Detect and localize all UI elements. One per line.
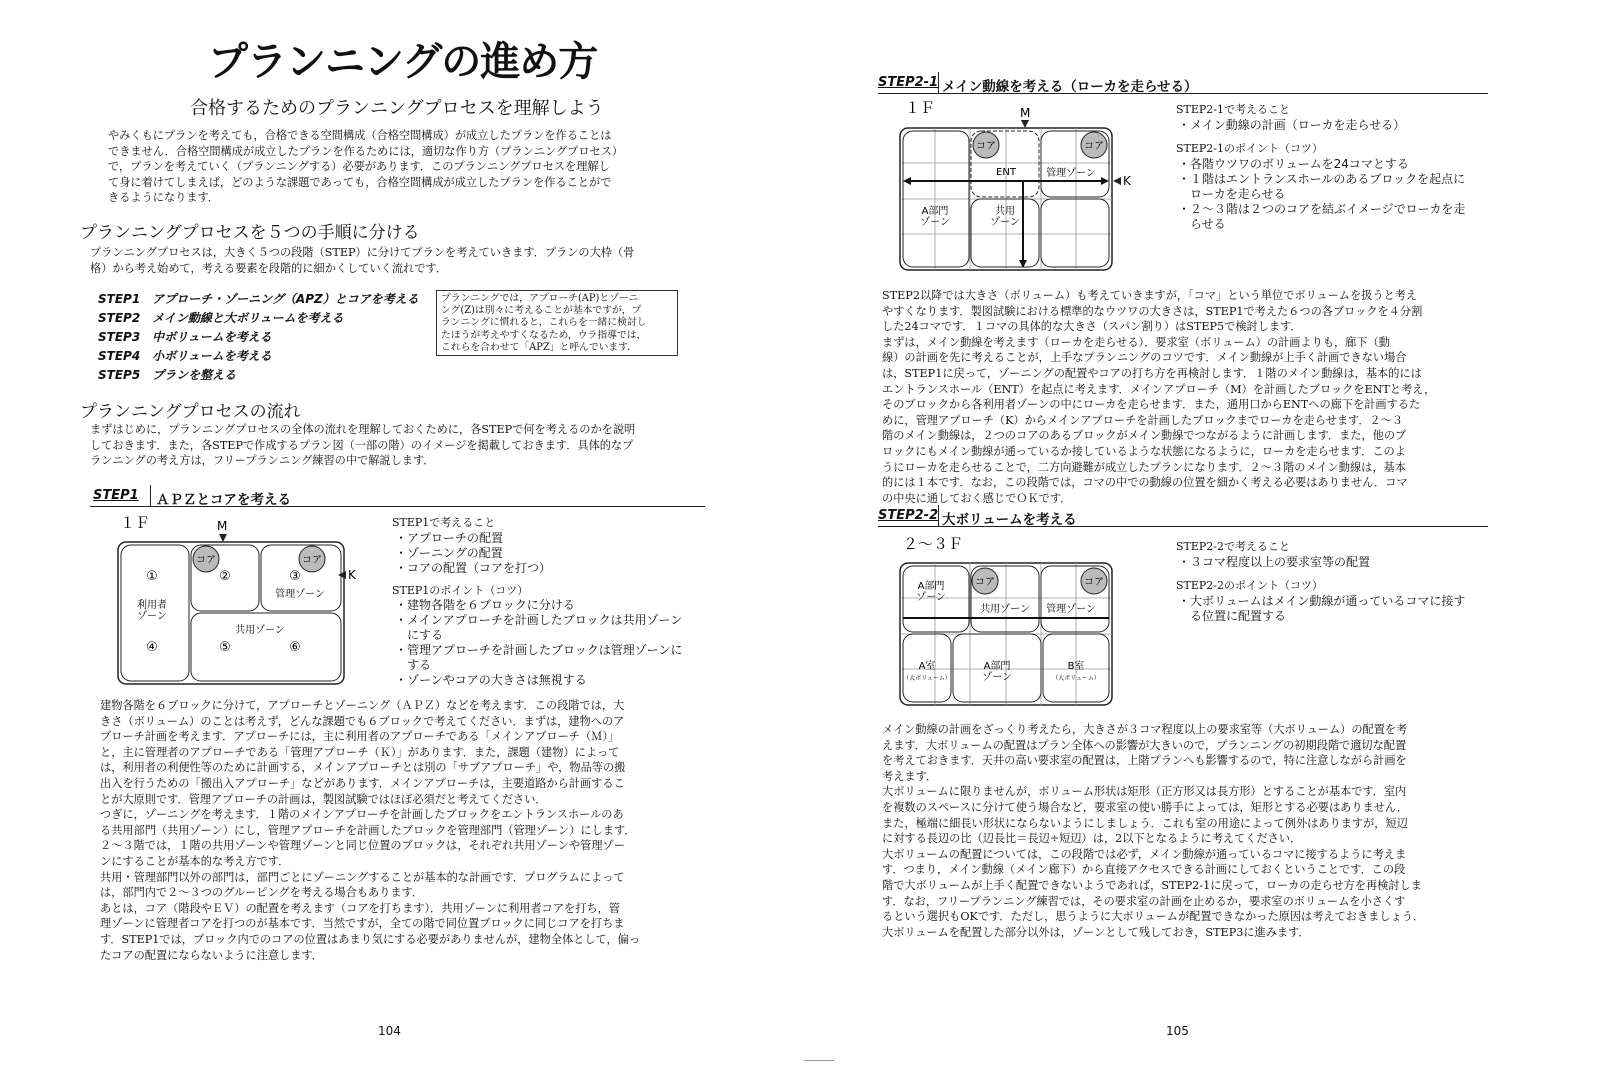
block-number: ④: [146, 640, 158, 655]
page-number: 104: [378, 1024, 401, 1038]
step21-point-item: ・各階ウツワのボリュームを24コマとする: [1178, 157, 1409, 171]
user-zone-label: ゾーン: [137, 611, 167, 622]
a-zone-label: A部門: [983, 661, 1011, 672]
management-approach-label: K: [1123, 174, 1131, 188]
common-zone-block: [191, 613, 341, 681]
ent-label: ENT: [996, 167, 1016, 178]
main-approach-arrow-icon: [1021, 120, 1029, 128]
step1-point-item: ・ゾーンやコアの大きさは無視する: [395, 673, 587, 687]
step21-header: [878, 72, 1488, 94]
step22-header: [878, 505, 1488, 527]
page-subtitle: 合格するためのプランニングプロセスを理解しよう: [190, 98, 604, 119]
block-number: ⑥: [289, 640, 301, 655]
step-list-item: STEP1 アプローチ・ゾーニング（APZ）とコアを考える: [98, 292, 419, 306]
corridor-arrow-icon: [903, 177, 911, 185]
step22-point-list: [1178, 594, 1498, 624]
management-zone-label: 管理ゾーン: [1046, 604, 1096, 615]
core-label: コア: [975, 577, 995, 588]
step22-volume-diagram: [895, 533, 1135, 707]
step1-point-item: する: [395, 658, 432, 672]
a-zone-label: ゾーン: [916, 592, 946, 603]
diagram-floor-label: １Ｆ: [120, 514, 151, 532]
room-a-label: A室: [918, 661, 936, 672]
step22-tag: STEP2-2: [878, 508, 939, 523]
step-list-item: STEP3 中ボリュームを考える: [98, 330, 272, 344]
step22-title: 大ボリュームを考える: [942, 512, 1077, 528]
step22-think-item: ・３コマ程度以上の要求室等の配置: [1178, 555, 1371, 569]
a-zone-label: A部門: [917, 581, 945, 592]
diagram-floor-label: ２～３Ｆ: [903, 535, 964, 553]
step-divider: [938, 505, 939, 527]
step21-title: メイン動線を考える（ローカを走らせる）: [942, 79, 1198, 95]
step1-point-item: ・建物各階を６ブロックに分ける: [395, 598, 575, 612]
step1-think-item: ・アプローチの配置: [395, 531, 504, 545]
step-list-item: STEP4 小ボリュームを考える: [98, 349, 272, 363]
step1-point-item: にする: [395, 628, 444, 642]
management-approach-arrow-icon: [1113, 177, 1121, 185]
management-zone-label: 管理ゾーン: [1046, 168, 1096, 179]
step1-point-list: [395, 598, 705, 688]
step-divider: [938, 72, 939, 94]
step22-point-item: ・大ボリュームはメイン動線が通っているコマに接す: [1178, 594, 1466, 608]
step-list-item: STEP5 プランを整える: [98, 368, 237, 382]
user-zone-label: 利用者: [137, 600, 167, 611]
step1-tag: STEP1: [93, 488, 139, 503]
management-approach-label: K: [348, 568, 356, 582]
page-gutter-mark: [804, 1060, 834, 1061]
step1-header: [90, 485, 705, 507]
step-list: [98, 290, 428, 385]
step1-point-item: ・管理アプローチを計画したブロックは管理ゾーンに: [395, 643, 683, 657]
core-label: コア: [302, 555, 322, 566]
main-approach-label: M: [1020, 106, 1031, 120]
a-zone-label: ゾーン: [982, 672, 1012, 683]
step1-block-diagram: [110, 512, 356, 687]
core-label: コア: [976, 141, 996, 152]
room-b-sublabel: （大ボリューム）: [1052, 675, 1100, 682]
step1-think-title: STEP1で考えること: [392, 516, 496, 529]
step21-point-list: [1178, 157, 1498, 232]
a-zone-label: A部門: [921, 206, 949, 217]
step21-tag: STEP2-1: [878, 75, 939, 90]
step1-point-title: STEP1のポイント（コツ）: [392, 584, 529, 597]
block-number: ③: [289, 569, 301, 584]
intro-paragraph: やみくもにプランを考えても，合格できる空間構成（合格空間構成）が成立したプランを作ることは できません．合格空間構成が成立したプランを作るためには，適切な作り方（プランニングプロセス） で，プランを考えていく（プランニングする）必要があります．このプランニングプロセスを理解し て身に着けてしまえば，どのような課題であっても，合格空間構成が成立したプランを作ることがで きるようになります．: [108, 129, 624, 205]
step1-think-item: ・ゾーニングの配置: [395, 546, 503, 560]
room-a-sublabel: （大ボリューム）: [903, 675, 951, 682]
step21-point-item: ローカを走らせる: [1178, 187, 1286, 201]
step21-point-title: STEP2-1のポイント（コツ）: [1176, 142, 1324, 155]
common-zone-label: 共用ゾーン: [235, 625, 285, 636]
step-list-item: STEP2 メイン動線と大ボリュームを考える: [98, 311, 344, 325]
core-label: コア: [196, 555, 216, 566]
step1-think-item: ・コアの配置（コアを打つ）: [395, 561, 552, 575]
diagram-floor-label: １Ｆ: [905, 99, 936, 117]
block-number: ①: [146, 569, 158, 584]
step21-corridor-diagram: [895, 98, 1145, 274]
common-zone-label: ゾーン: [990, 217, 1020, 228]
section-flow-text: まずはじめに，プランニングプロセスの全体の流れを理解しておくために，各STEPで何を考えるのかを説明 しておきます．また，各STEPで作成するプラン図（一部の階）のイメージを掲載しておきます．具体的なプ ランニングの考え方は，フリープランニング練習の中で解説します．: [90, 423, 636, 468]
corridor-arrow-icon: [1101, 177, 1109, 185]
main-approach-label: M: [217, 519, 228, 533]
step1-think-list: [395, 531, 705, 576]
block-6: [1041, 199, 1109, 267]
step22-think-list: [1178, 555, 1498, 570]
section-five-steps-text: プランニングプロセスは，大きく５つの段階（STEP）に分けてプランを考えていきます．プランの大枠（骨 格）から考え始めて，考える要素を段階的に細かくしていく流れです．: [90, 246, 635, 275]
block-number: ⑤: [219, 640, 231, 655]
main-approach-arrow-icon: [219, 534, 227, 542]
right-page: [800, 0, 1600, 1080]
step22-point-title: STEP2-2のポイント（コツ）: [1176, 579, 1324, 592]
step21-think-title: STEP2-1で考えること: [1176, 103, 1291, 116]
step21-point-item: ・１階はエントランスホールのあるブロックを起点に: [1178, 172, 1466, 186]
step21-point-item: らせる: [1178, 217, 1226, 231]
step1-point-item: ・メインアプローチを計画したブロックは共用ゾーン: [395, 613, 683, 627]
page-number: 105: [1166, 1024, 1189, 1038]
section-heading-flow: プランニングプロセスの流れ: [80, 402, 301, 422]
room-b-label: B室: [1067, 661, 1085, 672]
step-divider: [150, 485, 151, 507]
a-zone-label: ゾーン: [920, 217, 950, 228]
step21-body-text: STEP2以降では大きさ（ボリューム）も考えていきますが，「コマ」という単位でボリュームを扱うと考え やすくなります．製図試験における標準的なウツワの大きさは，STEP1で考えた６つの各ブロックを４分割 した24コマです．１コマの具体的な大きさ（スパン割り）はSTEP5で検討します． まずは，メイン動線を考えます（ローカを走らせる）．要求室（ボリューム）の計画よりも，廊下（動 線）の計画を先に考えることが，上手なプランニングのコツです．メイン動線が上手く計画できない場合 は，STEP1に戻って，ゾーニングの配置やコアの打ち方を再検討します．１階のメイン動線は，基本的には エントランスホール（ENT）を起点に考えます．メインアプローチ（M）を計画したブロックをENTと考え， そのブロックから各利用者ゾーンの中にローカを走らせます．また，通用口からENTへの廊下を計画するた めに，管理アプローチ（K）からメインアプローチを計画したブロックまでローカを走らせます．２～３ 階のメイン動線は，２つのコアのあるブロックがメイン動線でつながるように計画します．また，他のブ ロックにもメイン動線が通っているか接しているような状態になるように，ローカを走らせます．このよ うにローカを走らせることで，二方向避難が成立したプランになります．２～３階のメイン動線は，基本 的には１本です．なお，この段階では，コマの中での動線の位置を細かく考える必要はありません．コマ の中央に通しておく感じでＯＫです．: [882, 289, 1436, 505]
section-heading-five-steps: プランニングプロセスを５つの手順に分ける: [80, 223, 420, 243]
step22-point-item: る位置に配置する: [1178, 609, 1287, 623]
step22-think-title: STEP2-2で考えること: [1176, 540, 1291, 553]
apz-note-box: プランニングでは，アプローチ(AP)とゾーニ ング(Z)は別々に考えることが基本ですが，プ ランニングに慣れると，これらを一緒に検討し たほうが考えやすくなるため，ウラ指導では， これらを合わせて「APZ」と呼んでいます．: [436, 290, 678, 356]
management-approach-arrow-icon: [338, 571, 346, 579]
page-title: プランニングの進め方: [208, 39, 598, 85]
step22-body-text: メイン動線の計画をざっくり考えたら，大きさが３コマ程度以上の要求室等（大ボリューム）の配置を考 えます．大ボリュームの配置はプラン全体への影響が大きいので，プランニングの初期段階で適切な配置 を考えておきます．天井の高い要求室の配置は，上階プランへも影響するので，特に注意しながら計画を 考えます． 大ボリュームに限りませんが，ボリューム形状は矩形（正方形又は長方形）とすることが基本です．室内 を複数のスペースに分けて使う場合など，要求室の使い勝手によっては，矩形とする必要はありません． また，極端に細長い形状にならないようにしましょう．これも室の用途によって例外はありますが，短辺 に対する長辺の比（辺長比＝長辺÷短辺）は，2以下となるように考えてください． 大ボリュームの配置については，この段階では必ず，メイン動線が通っているコマに接するように考えま す．つまり，メイン動線（メイン廊下）から直接アクセスできる計画にしておくということです．この段 階で大ボリュームが上手く配置できないようであれば，STEP2-1に戻って，ローカの走らせ方を再検討しま す．なお，フリープランニング練習では，その要求室の計画を止めるか，要求室のボリュームを小さくす るという選択もOKです．ただし，思うように大ボリュームが配置できなかった原因は考えておきましょう． 大ボリュームを配置した部分以外は，ゾーンとして残しておき，STEP3に進みます．: [882, 723, 1425, 939]
management-zone-label: 管理ゾーン: [275, 589, 325, 600]
step21-think-item: ・メイン動線の計画（ローカを走らせる）: [1178, 118, 1406, 132]
block-number: ②: [219, 569, 231, 584]
core-label: コア: [1084, 141, 1104, 152]
core-label: コア: [1084, 577, 1104, 588]
step21-point-item: ・２～３階は２つのコアを結ぶイメージでローカを走: [1178, 202, 1466, 216]
step21-think-list: [1178, 118, 1498, 133]
common-zone-label: 共用: [995, 206, 1015, 217]
step1-body-text: 建物各階を６ブロックに分けて，アプローチとゾーニング（ＡＰＺ）などを考えます．この段階では，大 きさ（ボリューム）のことは考えず，どんな課題でも６ブロックで考えてください．まずは，建物へのア プローチ計画を考えます．アプローチには，主に利用者のアプローチである「メインアプローチ（Ｍ）」 と，主に管理者のアプローチである「管理アプローチ（Ｋ）」があります．また，課題（建物）によって は，利用者の利便性等のために計画する，メインアプローチとは別の「サブアプローチ」や，物品等の搬 出入を行うための「搬出入アプローチ」などがあります．メインアプローチは，主要道路から計画するこ とが大原則です．管理アプローチの計画は，製図試験ではほぼ必須だと考えてください． つぎに，ゾーニングを考えます．１階のメインアプローチを計画したブロックをエントランスホールのあ る共用部門（共用ゾーン）にし，管理アプローチを計画したブロックを管理部門（管理ゾーン）にします． ２～３階では，１階の共用ゾーンや管理ゾーンと同じ位置のブロックは，それぞれ共用ゾーンや管理ゾー ンにすることが基本的な考え方です． 共用・管理部門以外の部門は，部門ごとにゾーニングすることが基本的な計画です．プログラムによって は，部門内で２～３つのグルーピングを考える場合もあります． あとは，コア（階段やＥＶ）の配置を考えます（コアを打ちます）．共用ゾーンに利用者コアを打ち，管 理ゾーンに管理者コアを打つのが基本です．当然ですが，全ての階で同位置ブロックに同じコアを打ちま す．STEP1では，ブロック内でのコアの位置はあまり気にする必要がありませんが，建物全体として，偏っ たコアの配置にならないように注意します．: [100, 699, 641, 962]
common-zone-label: 共用ゾーン: [980, 604, 1030, 615]
step1-title: ＡＰＺとコアを考える: [156, 492, 291, 508]
